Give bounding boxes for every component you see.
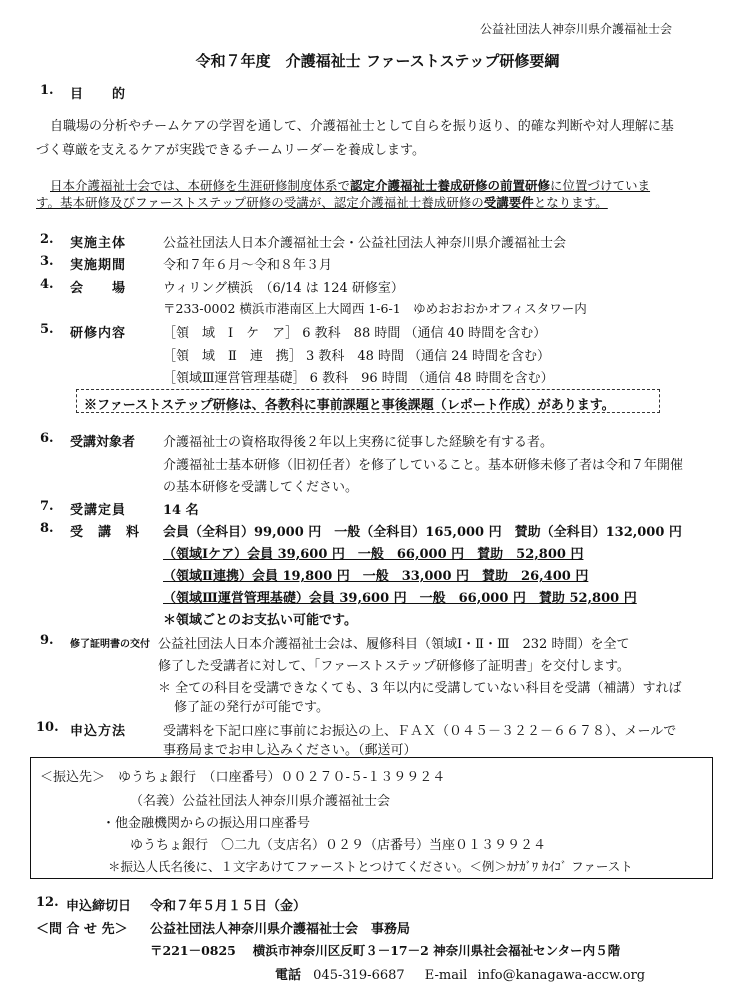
section-number: 4. (40, 277, 54, 292)
phone-number: 045-319-6687 (313, 968, 405, 983)
section-label: 会 場 (70, 281, 127, 296)
email-label: E-mail (424, 968, 468, 983)
section-label: 実施期間 (70, 258, 127, 273)
fee-domain-care: （領域Ⅰケア）会員 39,600 円 一般 66,000 円 賛助 52,800 円 (163, 547, 584, 562)
certificate-line: ＊ 全ての科目を受講できなくても、3 年以内に受講していない科目を受講（補講）すれば (158, 681, 682, 696)
positioning-text: す。基本研修及びファーストステップ研修の受講が、認定介護福祉士養成研修の (36, 195, 484, 210)
section-number: 3. (40, 254, 54, 269)
section-value: 令和７年６月～令和８年３月 (163, 258, 333, 273)
application-line: 事務局までお申し込みください。（郵送可） (163, 743, 417, 758)
org-header: 公益社団法人神奈川県介護福祉士会 (480, 22, 673, 36)
positioning-line1 (50, 176, 650, 194)
venue-address: 〒233-0002 横浜市港南区上大岡西 1-6-1 ゆめおおおかオフィスタワー内 (163, 301, 587, 316)
bank-line: ＊振込人氏名後に、１文字あけてファーストとつけてください。＜例＞ｶﾅｶﾞﾜ ｶｲｺﾞ ファースト (108, 859, 633, 874)
bank-line: （名義）公益社団法人神奈川県介護福祉士会 (130, 794, 391, 809)
section-number: 10. (36, 720, 59, 735)
section-number: 8. (40, 521, 54, 536)
section-label: 受講対象者 (70, 435, 136, 450)
section-label: 受 講 料 (70, 525, 141, 540)
fee-note: ＊領域ごとのお支払い可能です。 (163, 613, 357, 628)
section-label: 目 的 (70, 87, 127, 102)
fee-total: 会員（全科目）99,000 円 一般（全科目）165,000 円 賛助（全科目）132,000 円 (163, 525, 682, 540)
section-number: 7. (40, 499, 54, 514)
phone-label: 電話 (275, 968, 302, 983)
email-address: info@kanagawa-accw.org (477, 968, 646, 983)
bank-line: ゆうちょ銀行 〇二九（支店名）０２９（店番号）当座０１３９９２４ (130, 838, 547, 853)
purpose-text-line1: 自職場の分析やチームケアの学習を通して、介護福祉士として自らを振り返り、的確な判断や対人理解に基 (50, 119, 674, 134)
positioning-text: 日本介護福祉士会では、本研修を生涯研修制度体系で (50, 178, 351, 193)
section-label: 実施主体 (70, 236, 127, 251)
positioning-text: となります。 (533, 195, 608, 210)
page-title: 令和７年度 介護福祉士 ファーストステップ研修要綱 (195, 52, 560, 70)
eligibility-line: の基本研修を受講してください。 (163, 480, 359, 495)
section-number: 6. (40, 431, 54, 446)
section-value: 令和７年５月１５日（金） (150, 899, 307, 914)
section-label: 受講定員 (70, 503, 127, 518)
section-number: 1. (40, 83, 54, 98)
content-row: ［領域Ⅲ運営管理基礎］ 6 教科 96 時間 （通信 48 時間を含む） (163, 371, 554, 386)
contact-address: 〒221－0825 横浜市神奈川区反町３－17－2 神奈川県社会福祉センター内５階 (150, 943, 621, 958)
contact-label: ＜問 合 せ 先＞ (36, 922, 128, 937)
contact-phone-row (275, 964, 645, 983)
fee-domain-link: （領域Ⅱ連携）会員 19,800 円 一般 33,000 円 賛助 26,400 円 (163, 569, 589, 584)
section-value: 介護福祉士の資格取得後２年以上実務に従事した経験を有する者。 (163, 435, 554, 450)
section-label: 申込方法 (70, 724, 127, 739)
content-row: ［領 域 Ⅱ 連 携］ 3 教科 48 時間 （通信 24 時間を含む） (163, 349, 550, 364)
section-number: 2. (40, 232, 54, 247)
section-value: 受講料を下記口座に事前にお振込の上、ＦＡＸ（０４５－３２２－６６７８）、メールで (163, 724, 677, 739)
section-label: 修了証明書の交付 (70, 639, 150, 650)
certificate-line: 修了証の発行が可能です。 (174, 700, 329, 715)
positioning-text: に位置づけていま (550, 178, 651, 193)
section-number: 5. (40, 322, 54, 337)
bank-line: ＜振込先＞ ゆうちょ銀行 （口座番号）００２７０-５-１３９９２４ (40, 770, 446, 785)
fee-domain-management: （領域Ⅲ運営管理基礎）会員 39,600 円 一般 66,000 円 賛助 52,800 円 (163, 591, 637, 606)
bank-line: ・他金融機関からの振込用口座番号 (102, 816, 311, 831)
purpose-text-line2: づく尊厳を支えるケアが実践できるチームリーダーを養成します。 (36, 143, 425, 158)
eligibility-line: 介護福祉士基本研修（旧初任者）を修了していること。基本研修未修了者は令和７年開催 (163, 458, 684, 473)
certificate-line: 修了した受講者に対して、「ファーストステップ研修修了証明書」を交付します。 (158, 659, 630, 674)
section-value: ウィリング横浜 （6/14 は 124 研修室） (163, 281, 404, 296)
positioning-emphasis: 受講要件 (483, 195, 534, 210)
section-value: 14 名 (163, 503, 199, 518)
contact-org: 公益社団法人神奈川県介護福祉士会 事務局 (150, 922, 411, 937)
content-row: ［領 域 Ⅰ ケ ア］ 6 教科 88 時間 （通信 40 時間を含む） (163, 326, 547, 341)
notice-text: ※ファーストステップ研修は、各教科に事前課題と事後課題（レポート作成）があります。 (84, 398, 615, 413)
section-label: 研修内容 (70, 326, 127, 341)
section-number: 12. (36, 895, 59, 910)
section-number: 9. (40, 633, 54, 648)
positioning-line2 (36, 193, 608, 211)
section-value: 公益社団法人日本介護福祉士会・公益社団法人神奈川県介護福祉士会 (163, 236, 567, 251)
section-label: 申込締切日 (66, 899, 132, 914)
positioning-emphasis: 認定介護福祉士養成研修の前置研修 (350, 178, 551, 193)
section-value: 公益社団法人日本介護福祉士会は、履修科目（領域Ⅰ・Ⅱ・Ⅲ 232 時間）を全て (158, 637, 630, 652)
